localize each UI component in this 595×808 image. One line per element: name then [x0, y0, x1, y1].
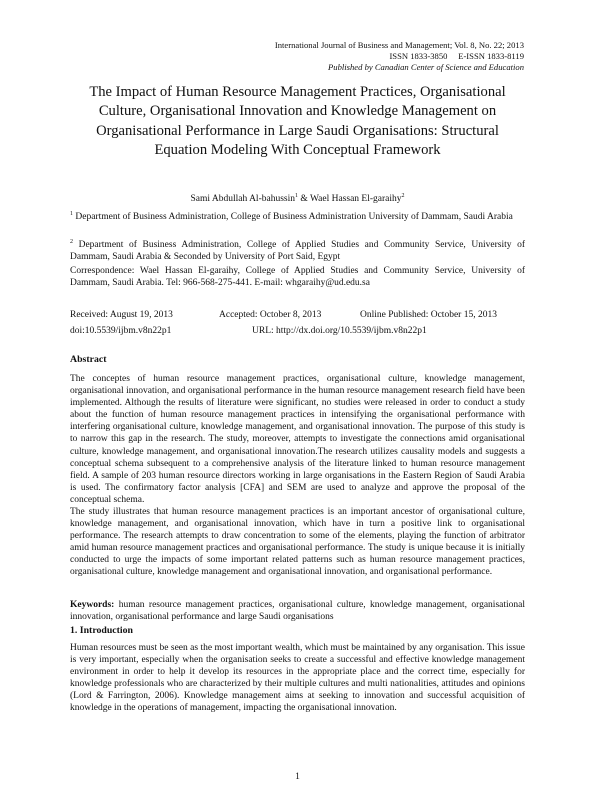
- author-2: Wael Hassan El-garaihy: [309, 194, 402, 205]
- issn-line: ISSN 1833-3850 E-ISSN 1833-8119: [389, 51, 524, 62]
- abstract-paragraph-1: The conceptes of human resource management practices, organisational culture, knowledge management, organisational innovation, and organisational performance in the human resource management research field have been implemented. Although the results of literature were significant, no studies were released in order to conduct a study about the function of human resource management practices in intensifying the organisational performance with interfering organisational culture, knowledge management, and organisational innovation. The purpose of this study is to narrow this gap in the research. The study, moreover, attempts to investigate the connections amid organisational culture, knowledge management, and organisational innovation.The research utilizes causality models and suggests a conceptual schema subsequent to a comprehensive analysis of the literature linked to human resource management field. A sample of 203 human resource directors working in large organisations in the Eastern Region of Saudi Arabia is used. The confirmatory factor analysis [CFA] and SEM are used to analyze and approve the proposal of the conceptual schema.: [70, 374, 525, 505]
- abstract-heading: Abstract: [70, 354, 107, 365]
- url-link[interactable]: URL: http://dx.doi.org/10.5539/ijbm.v8n22p1: [252, 326, 427, 336]
- publisher-line: Published by Canadian Center of Science and Education: [328, 62, 524, 73]
- page-number: 1: [295, 772, 300, 782]
- affiliation-1: [70, 208, 525, 223]
- affiliation-2: [70, 236, 525, 263]
- introduction-paragraph-1: Human resources must be seen as the most important wealth, which must be maintained by any organisation. This issue is very important, especially when the organisation seeks to create a successful and effective knowledge management environment in order to help it develop its resources in the appropriate place and the correct time, especially for knowledge professionals who are characterized by their multiple cultures and multi nationalities, attitudes and opinions (Lord & Farrington, 2006). Knowledge management aims at seeking to innovation and successful acquisition of knowledge in the operations of management, impacting the organisational innovation.: [70, 643, 525, 714]
- author-1: Sami Abdullah Al-bahussin: [190, 194, 295, 205]
- accepted-date: Accepted: October 8, 2013: [219, 310, 322, 320]
- keywords-text: human resource management practices, organisational culture, knowledge management, organisational innovation, organisational performance and large Saudi organisations: [70, 600, 525, 623]
- affiliation-2-sup: 2: [70, 239, 73, 245]
- running-header: [275, 40, 524, 74]
- abstract-paragraph-2: The study illustrates that human resource management practices is an important ancestor of organisational culture, knowledge management, and organisational innovation, which have in turn a positive link to organisational performance. The research attempts to draw concentration to some of the elements, playing the function of arbitrator amid human resource management practices and organisational performance. The study is unique because it is initially conducted to urge the impacts of some important related patterns such as human resource management practices, organisational culture, knowledge management and organisational innovation, and organisational performance.: [70, 507, 525, 578]
- journal-line: International Journal of Business and Management; Vol. 8, No. 22; 2013: [274, 40, 524, 50]
- affiliation-2-text: Department of Business Administration, College of Applied Studies and Community Service, University of Dammam, Saudi Arabia & Seconded by University of Port Said, Egypt: [70, 240, 525, 263]
- affiliation-1-text: Department of Business Administration, College of Business Administration University of Dammam, Saudi Arabia: [73, 212, 513, 223]
- keywords: [70, 599, 525, 623]
- doi: doi:10.5539/ijbm.v8n22p1: [70, 326, 172, 336]
- published-date: Online Published: October 15, 2013: [360, 310, 497, 320]
- keywords-label: Keywords:: [70, 600, 115, 610]
- received-date: Received: August 19, 2013: [70, 310, 173, 320]
- author-1-sup: 1: [294, 193, 298, 199]
- correspondence: Correspondence: Wael Hassan El-garaihy, College of Applied Studies and Community Service, University of Dammam, Saudi Arabia. Tel: 966-568-275-441. E-mail: whgaraihy@ud.edu.sa: [70, 266, 525, 289]
- author-2-sup: 2: [401, 193, 405, 199]
- author-line: [70, 190, 525, 205]
- introduction-heading: 1. Introduction: [70, 625, 133, 636]
- paper-title: The Impact of Human Resource Management Practices, Organisational Culture, Organisational Innovation and Knowledge Management on Organisational Performance in Large Saudi Organisations: Structural Equation Modeling With Conceptual Framework: [89, 84, 506, 158]
- author-separator: &: [297, 194, 310, 205]
- affiliation-1-sup: 1: [70, 211, 73, 217]
